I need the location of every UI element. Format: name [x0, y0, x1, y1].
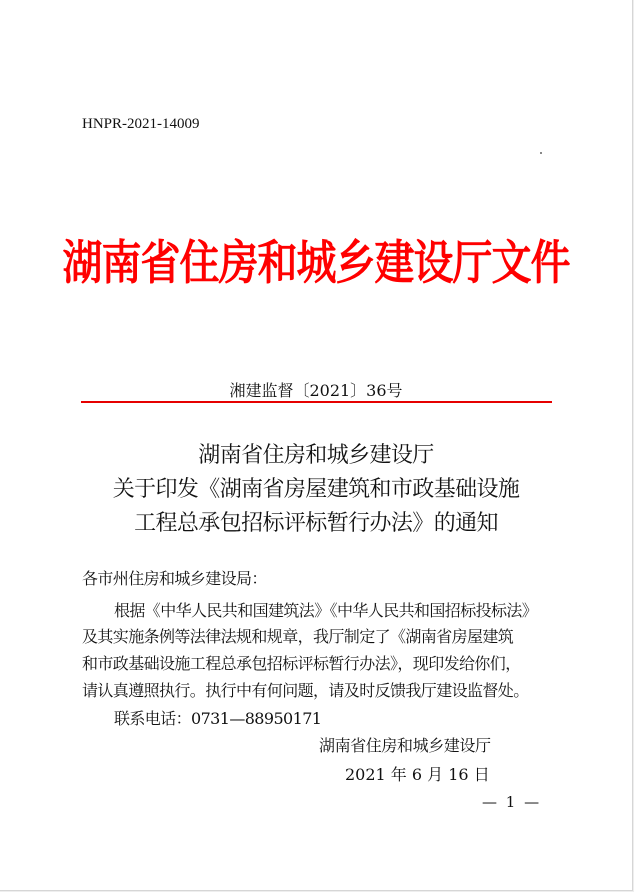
- signature-organization: 湖南省住房和城乡建设厅: [319, 736, 491, 755]
- body-line-4: 请认真遵照执行。执行中有何问题，请及时反馈我厅建设监督处。: [82, 681, 529, 700]
- page-number: — 1 —: [482, 793, 542, 811]
- red-divider-line: [81, 401, 552, 403]
- salutation: 各市州住房和城乡建设局：: [82, 569, 267, 588]
- title-line-3: 工程总承包招标评标暂行办法》的通知: [134, 511, 498, 536]
- title-line-1: 湖南省住房和城乡建设厅: [198, 443, 434, 468]
- body-line-1: 根据《中华人民共和国建筑法》《中华人民共和国招标投标法》: [114, 601, 538, 620]
- speck-mark: [540, 152, 542, 154]
- title-line-2: 关于印发《湖南省房屋建筑和市政基础设施: [112, 477, 520, 502]
- contact-phone: 联系电话：0731—88950171: [114, 709, 322, 728]
- body-line-2: 及其实施条例等法律法规和规章，我厅制定了《湖南省房屋建筑: [82, 627, 514, 646]
- document-number: 湘建监督〔2021〕36号: [229, 381, 403, 400]
- document-id: HNPR-2021-14009: [82, 116, 200, 132]
- issuer-header: 湖南省住房和城乡建设厅文件: [62, 236, 570, 291]
- signature-date: 2021 年 6 月 16 日: [345, 765, 490, 784]
- body-line-3: 和市政基础设施工程总承包招标评标暂行办法》，现印发给你们，: [82, 654, 521, 673]
